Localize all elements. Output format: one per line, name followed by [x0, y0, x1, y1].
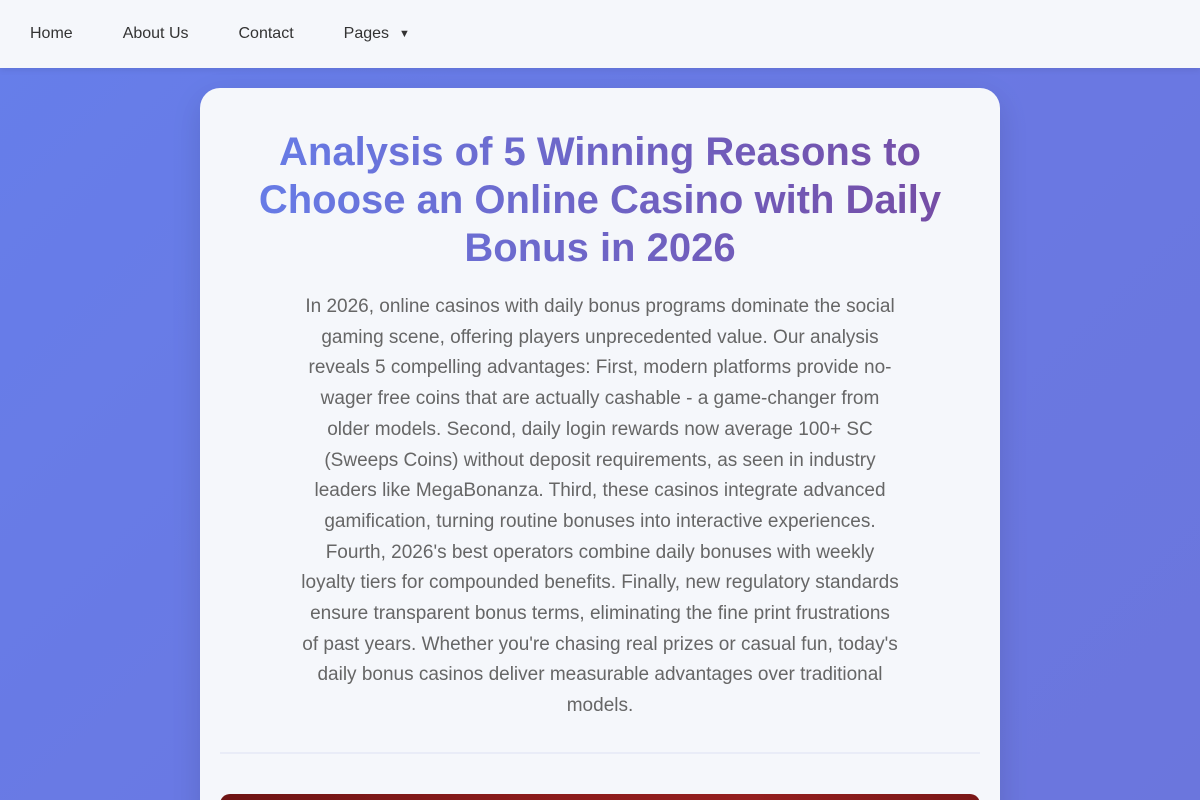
article-image	[220, 794, 980, 800]
nav-home-link[interactable]	[30, 25, 73, 43]
article-body: In 2026, online casinos with daily bonus programs dominate the social gaming scene, offering players unprecedented value. Our analysis reveals 5 compelling advantages: First, modern platforms provide no-wager free coins that are actually cashable - a game-changer from older models. Second, daily login rewards now average 100+ SC (Sweeps Coins) without deposit requirements, as seen in industry leaders like MegaBonanza. Third, these casinos integrate advanced gamification, turning routine bonuses into interactive experiences. Fourth, 2026's best operators combine daily bonuses with weekly loyalty tiers for compounded benefits. Finally, new regulatory standards ensure transparent bonus terms, eliminating the fine print frustrations of past years. Whether you're chasing real prizes or casual fun, today's daily bonus casinos deliver measurable advantages over traditional models.	[301, 296, 899, 717]
top-navbar	[0, 0, 1200, 68]
nav-home-label: Home	[30, 25, 73, 42]
article-card	[200, 88, 1000, 800]
nav-pages-label: Pages	[343, 25, 390, 42]
nav-about-link[interactable]	[123, 25, 189, 43]
nav-pages-dropdown[interactable]	[344, 25, 410, 43]
chevron-down-icon: ▼	[399, 28, 410, 40]
nav-contact-link[interactable]	[239, 25, 294, 43]
nav-about-label: About Us	[122, 25, 189, 42]
nav-contact-label: Contact	[238, 25, 294, 42]
section-divider	[220, 752, 980, 754]
page-title: Analysis of 5 Winning Reasons to Choose an Online Casino with Daily Bonus in 2026	[220, 128, 980, 272]
